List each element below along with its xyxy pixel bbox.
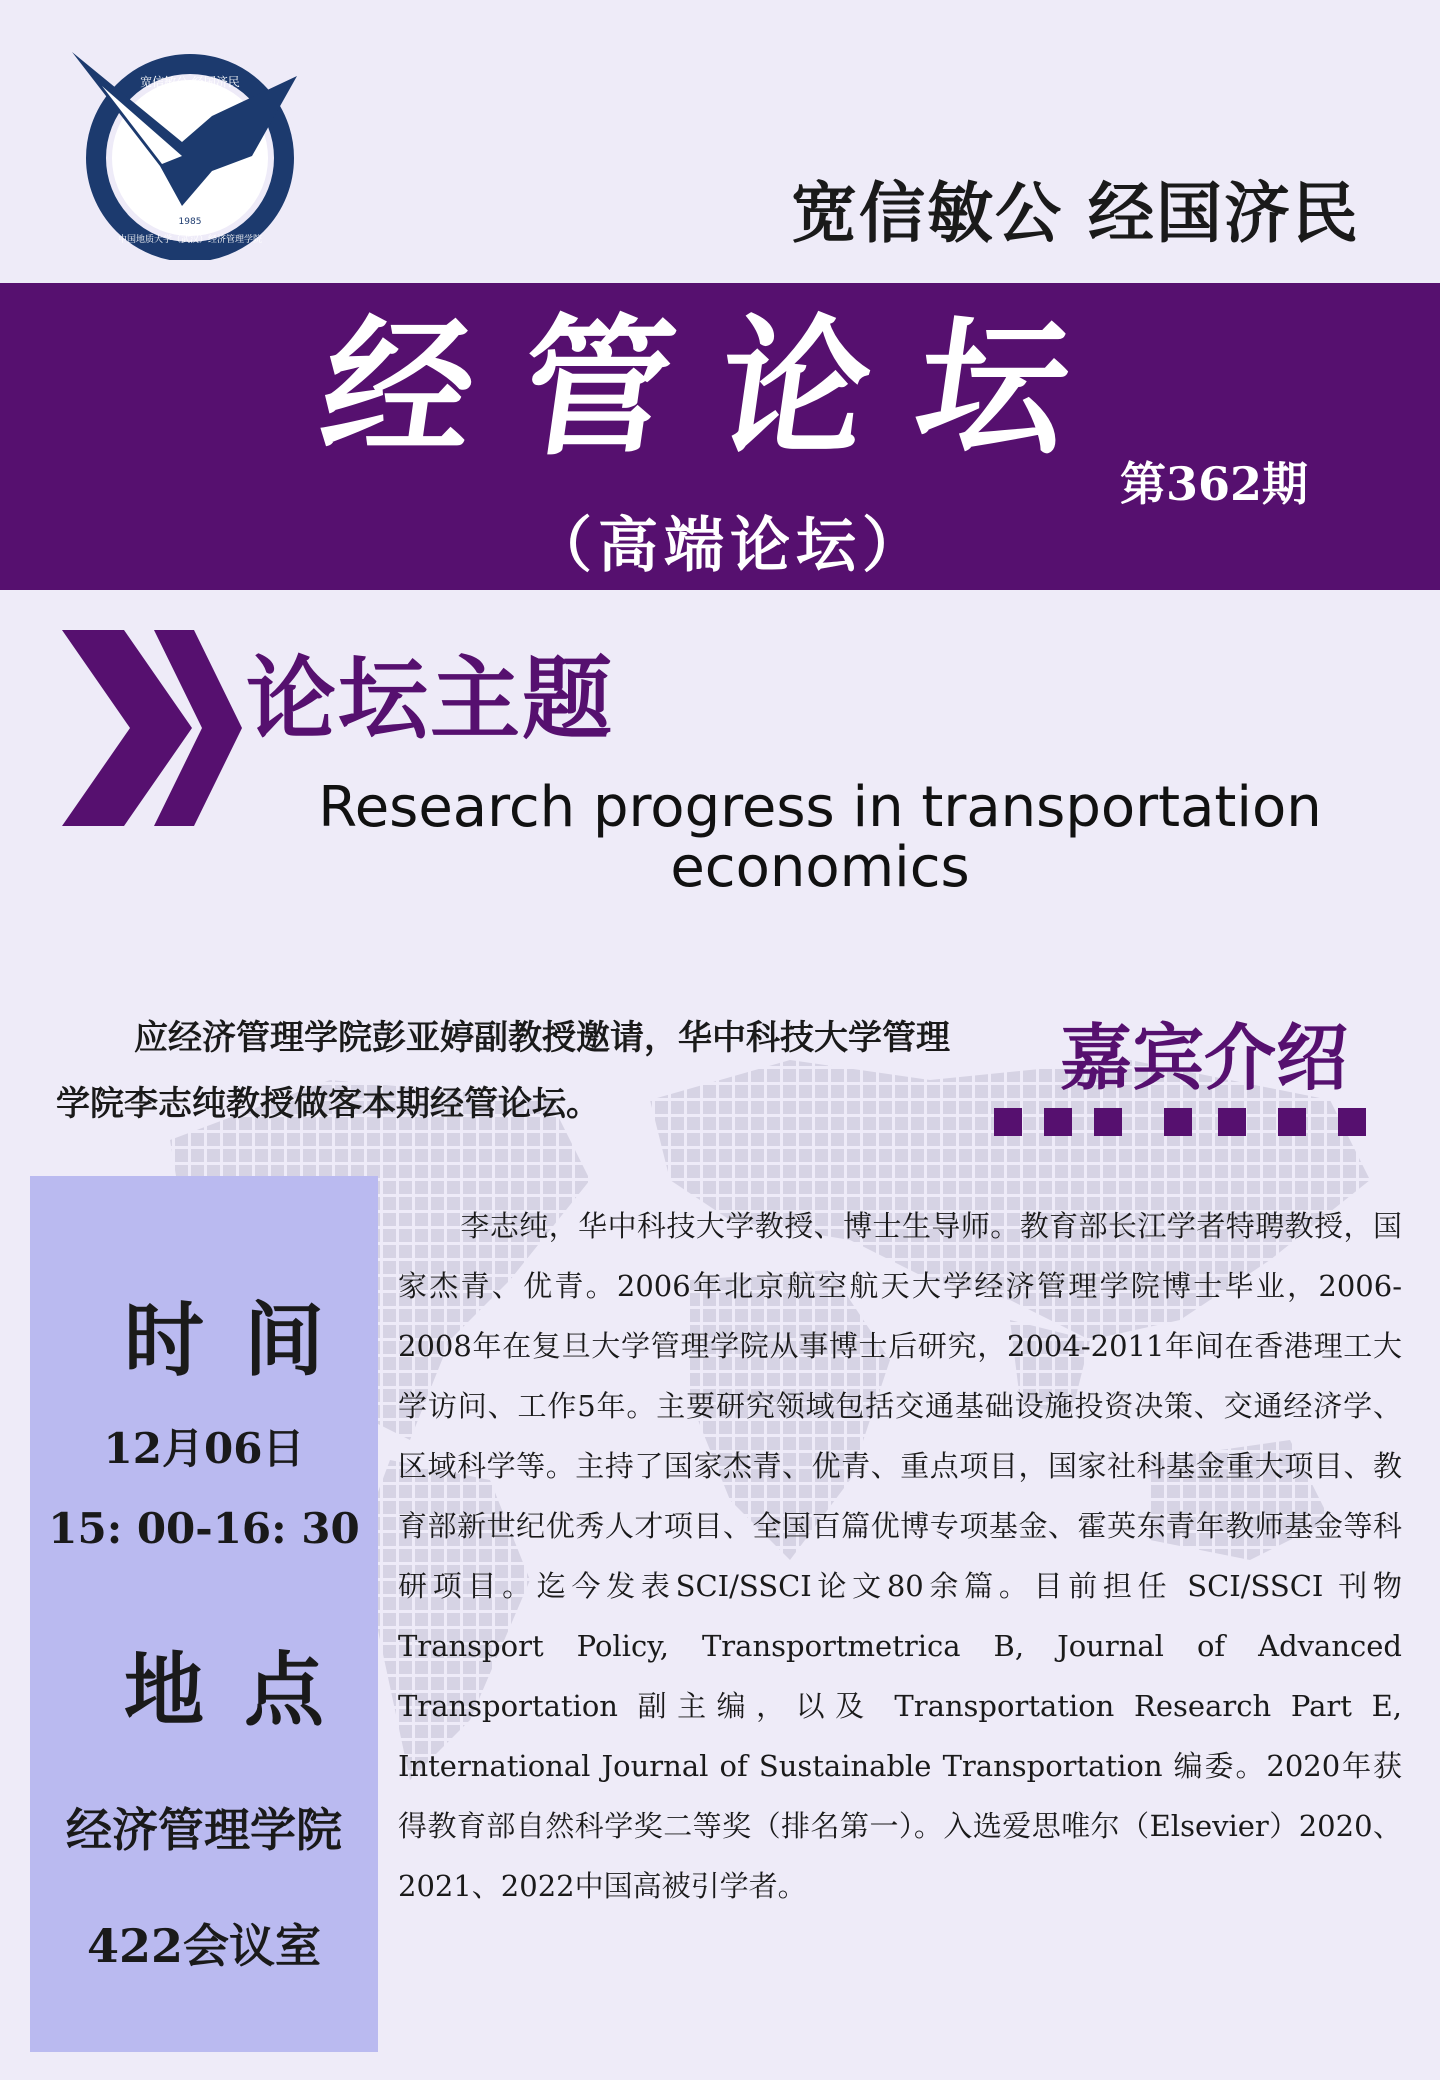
issue-number: 第362期 bbox=[1120, 457, 1309, 511]
slogan: 宽信敏公 经国济民 bbox=[791, 174, 1360, 252]
chevron-right-icon bbox=[62, 628, 242, 828]
guest-bio bbox=[398, 1196, 1402, 1916]
place-building: 经济管理学院 bbox=[66, 1803, 342, 1857]
event-hours: 15: 00-16: 30 bbox=[48, 1504, 360, 1553]
logo-year: 1985 bbox=[178, 217, 202, 227]
schedule-box bbox=[30, 1176, 378, 2052]
square-marker bbox=[1044, 1108, 1072, 1136]
logo-text-bottom: 中国地质大学（武汉）经济管理学院 bbox=[117, 235, 263, 245]
school-logo bbox=[62, 46, 302, 260]
place-room: 422会议室 bbox=[86, 1919, 322, 1973]
logo-text-top: 宽信敏公 经国济民 bbox=[140, 75, 240, 89]
forum-subtitle: （高端论坛） bbox=[532, 511, 928, 581]
forum-title: 经管论坛 bbox=[311, 300, 1129, 476]
guest-heading: 嘉宾介绍 bbox=[1060, 1015, 1349, 1100]
square-marker bbox=[1218, 1108, 1246, 1136]
decorative-squares bbox=[994, 1108, 1354, 1138]
time-label: 时间 bbox=[124, 1293, 364, 1387]
square-marker bbox=[1278, 1108, 1306, 1136]
event-date: 12月06日 bbox=[103, 1424, 305, 1473]
topic-title: Research progress in transportation economics bbox=[318, 775, 1322, 900]
invitation-text bbox=[56, 1005, 956, 1137]
topic-heading: 论坛主题 bbox=[246, 646, 614, 752]
square-marker bbox=[1164, 1108, 1192, 1136]
square-marker bbox=[1338, 1108, 1366, 1136]
place-label: 地点 bbox=[124, 1643, 364, 1737]
guest-bio-text: 李志纯，华中科技大学教授、博士生导师。教育部长江学者特聘教授，国家杰青、优青。2006年北京航空航天大学经济管理学院博士毕业，2006-2008年在复旦大学管理学院从事博士后研究，2004-2011年间在香港理工大学访问、工作5年。主要研究领域包括交通基础设施投资决策、交通经济学、区域科学等。主持了国家杰青、优青、重点项目，国家社科基金重大项目、教育部新世纪优秀人才项目、全国百篇优博专项基金、霍英东青年教师基金等科研项目。迄今发表SCI/SSCI论文80余篇。目前担任 SCI/SSCI 刊物 Transport Policy, Transportmetrica B, Journal of Advanced Transportation 副主编，以及 Transportation Research Part E, International Journal of Sustainable Transportation 编委。2020年获得教育部自然科学奖二等奖（排名第一）。入选爱思唯尔（Elsevier）2020、2021、2022中国高被引学者。 bbox=[398, 1209, 1402, 1903]
invitation-body: 应经济管理学院彭亚婷副教授邀请，华中科技大学管理学院李志纯教授做客本期经管论坛。 bbox=[56, 1018, 950, 1124]
square-marker bbox=[994, 1108, 1022, 1136]
square-marker bbox=[1094, 1108, 1122, 1136]
